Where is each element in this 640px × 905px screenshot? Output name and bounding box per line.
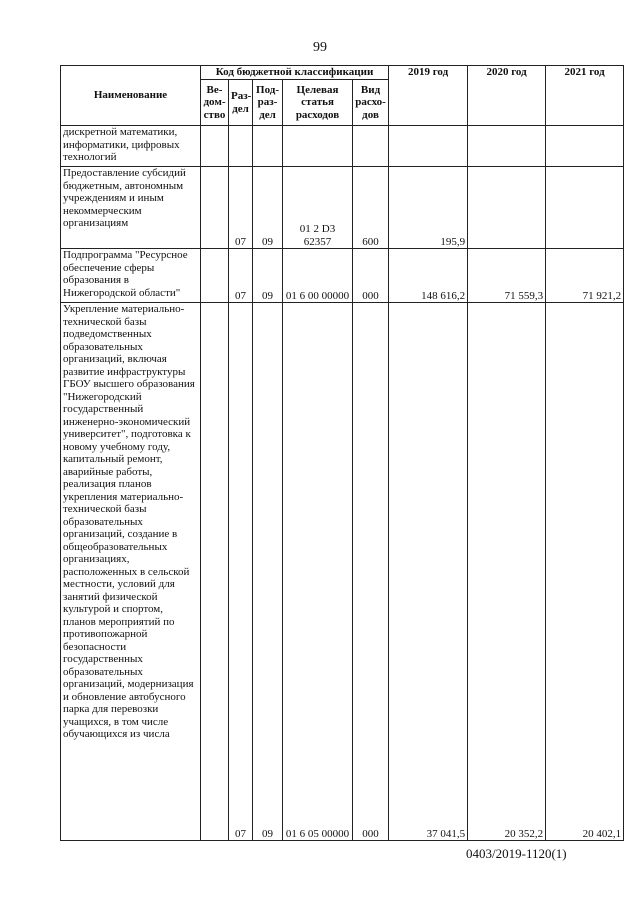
header-razdel: Раз-дел <box>229 80 253 126</box>
row-name: Подпрограмма "Ресурсное обеспечение сферы образования в Нижегородской области" <box>61 249 201 303</box>
row-2020 <box>468 167 546 249</box>
budget-table <box>60 65 624 841</box>
header-name: Наименование <box>61 66 201 126</box>
row-vid <box>353 126 389 167</box>
header-classification: Код бюджетной классификации <box>201 66 389 80</box>
row-ved <box>201 126 229 167</box>
table-row <box>61 249 624 303</box>
header-2020: 2020 год <box>468 66 546 126</box>
row-target <box>283 126 353 167</box>
row-vid: 600 <box>353 167 389 249</box>
row-ved <box>201 303 229 841</box>
row-2021: 71 921,2 <box>546 249 624 303</box>
row-podrazdel: 09 <box>253 249 283 303</box>
page-number: 99 <box>313 40 327 55</box>
row-name: дискретной математики, информатики, цифровых технологий <box>61 126 201 167</box>
row-target: 01 2 D3 62357 <box>283 167 353 249</box>
table-row <box>61 303 624 841</box>
row-razdel: 07 <box>229 303 253 841</box>
row-razdel: 07 <box>229 249 253 303</box>
row-ved <box>201 167 229 249</box>
header-2021: 2021 год <box>546 66 624 126</box>
table-row <box>61 126 624 167</box>
row-2020: 20 352,2 <box>468 303 546 841</box>
row-name: Укрепление материально-технической базы подведомственных образовательных организаций, включая развитие инфраструктуры ГБОУ высшего образования "Нижегородский государственный инженерно-экономический университет", подготовка к новому учебному году, капитальный ремонт, аварийные работы, реализация планов укрепления материально-технической базы образовательных организаций, создание в общеобразовательных организациях, расположенных в сельской местности, условий для занятий физической культурой и спортом, планов мероприятий по противопожарной безопасности государственных образовательных организаций, модернизация и обновление автобусного парка для перевозки учащихся, в том числе обучающихся из числа <box>61 303 201 841</box>
header-vedomstvo: Ве-дом-ство <box>201 80 229 126</box>
header-target: Целевая статья расходов <box>283 80 353 126</box>
row-2021 <box>546 126 624 167</box>
document-code: 0403/2019-1120(1) <box>466 846 567 861</box>
header-2019: 2019 год <box>389 66 468 126</box>
row-2020 <box>468 126 546 167</box>
row-2019: 195,9 <box>389 167 468 249</box>
row-2019 <box>389 126 468 167</box>
row-podrazdel <box>253 126 283 167</box>
row-2020: 71 559,3 <box>468 249 546 303</box>
row-2019: 148 616,2 <box>389 249 468 303</box>
row-podrazdel: 09 <box>253 167 283 249</box>
row-razdel: 07 <box>229 167 253 249</box>
row-target: 01 6 00 00000 <box>283 249 353 303</box>
row-podrazdel: 09 <box>253 303 283 841</box>
table-row <box>61 167 624 249</box>
row-target: 01 6 05 00000 <box>283 303 353 841</box>
row-name: Предоставление субсидий бюджетным, автономным учреждениям и иным некоммерческим организациям <box>61 167 201 249</box>
header-vid: Вид расхо-дов <box>353 80 389 126</box>
row-vid: 000 <box>353 303 389 841</box>
header-podrazdel: Под-раз-дел <box>253 80 283 126</box>
row-2021: 20 402,1 <box>546 303 624 841</box>
row-ved <box>201 249 229 303</box>
row-razdel <box>229 126 253 167</box>
row-vid: 000 <box>353 249 389 303</box>
row-2021 <box>546 167 624 249</box>
row-2019: 37 041,5 <box>389 303 468 841</box>
